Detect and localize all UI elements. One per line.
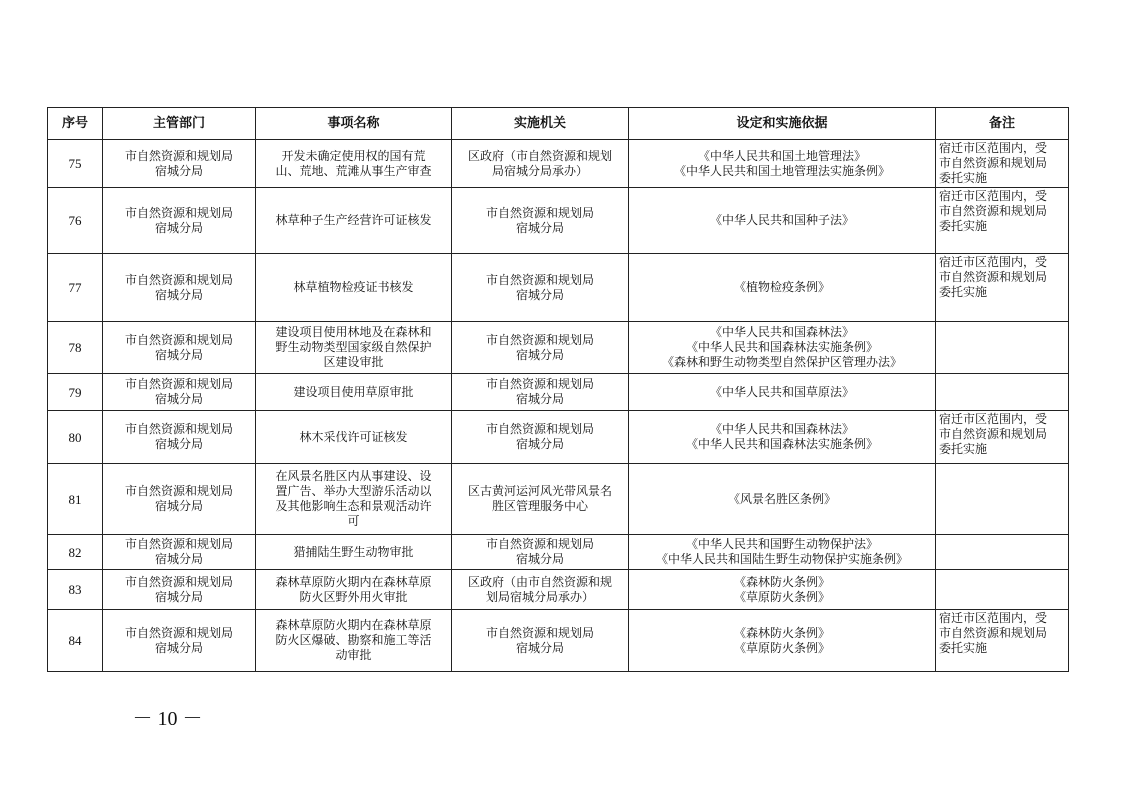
- table-row: [48, 322, 1069, 374]
- cell-item-name-line: 林草种子生产经营许可证核发: [275, 213, 432, 227]
- approval-items-table: [47, 107, 1069, 672]
- table-header-row: [48, 108, 1069, 140]
- cell-item-name-line: 置广告、举办大型游乐活动以: [275, 484, 432, 498]
- cell-remarks: [936, 535, 1069, 570]
- cell-department-line: 市自然资源和规划局: [124, 625, 233, 640]
- cell-implementing-agency: [452, 570, 629, 610]
- header-remarks: 备注: [936, 108, 1069, 140]
- cell-legal-basis: [629, 411, 936, 464]
- cell-remarks-line: 市自然资源和规划局: [939, 204, 1048, 218]
- cell-remarks-line: 宿迁市区范围内，受: [939, 255, 1048, 269]
- cell-department-line: 宿城分局: [154, 347, 203, 362]
- cell-item-name: [256, 254, 452, 322]
- cell-department: [103, 188, 256, 254]
- cell-remarks-line: 宿迁市区范围内，受: [939, 141, 1048, 155]
- cell-department-line: 市自然资源和规划局: [124, 205, 233, 220]
- cell-legal-basis-line: 《森林防火条例》: [733, 574, 830, 589]
- cell-department: [103, 374, 256, 411]
- cell-item-name-line: 建设项目使用林地及在森林和: [275, 325, 432, 339]
- cell-remarks-line: 宿迁市区范围内，受: [939, 189, 1048, 203]
- cell-legal-basis-line: 《中华人民共和国草原法》: [709, 384, 854, 399]
- cell-department-line: 宿城分局: [154, 220, 203, 235]
- cell-implementing-agency-line: 宿城分局: [515, 392, 564, 406]
- cell-implementing-agency: [452, 610, 629, 672]
- cell-remarks: [936, 140, 1069, 188]
- cell-serial-number: 81: [48, 464, 103, 535]
- cell-remarks-line: 委托实施: [939, 171, 988, 185]
- cell-remarks-line: 委托实施: [939, 285, 988, 299]
- cell-implementing-agency: [452, 464, 629, 535]
- cell-department-line: 市自然资源和规划局: [124, 574, 233, 589]
- table-row: [48, 411, 1069, 464]
- cell-item-name: [256, 610, 452, 672]
- cell-remarks: [936, 570, 1069, 610]
- cell-serial-number: 76: [48, 188, 103, 254]
- cell-implementing-agency-line: 市自然资源和规划局: [485, 625, 594, 640]
- table-row: [48, 254, 1069, 322]
- cell-implementing-agency-line: 市自然资源和规划局: [485, 537, 594, 551]
- cell-implementing-agency-line: 市自然资源和规划局: [485, 377, 594, 391]
- cell-item-name-line: 森林草原防火期内在森林草原: [275, 574, 432, 589]
- cell-remarks: [936, 464, 1069, 535]
- cell-serial-number: 83: [48, 570, 103, 610]
- cell-implementing-agency: [452, 411, 629, 464]
- cell-department: [103, 322, 256, 374]
- table-row: [48, 610, 1069, 672]
- table-row: [48, 570, 1069, 610]
- cell-item-name-line: 动审批: [335, 648, 372, 662]
- cell-item-name-line: 及其他影响生态和景观活动许: [275, 499, 432, 513]
- cell-item-name-line: 在风景名胜区内从事建设、设: [275, 469, 432, 483]
- header-item-name: 事项名称: [256, 108, 452, 140]
- cell-implementing-agency-line: 宿城分局: [515, 220, 564, 235]
- cell-implementing-agency-line: 宿城分局: [515, 552, 564, 566]
- cell-department: [103, 610, 256, 672]
- cell-item-name-line: 森林草原防火期内在森林草原: [275, 618, 432, 632]
- cell-remarks-line: 宿迁市区范围内，受: [939, 611, 1048, 625]
- cell-item-name-line: 防火区爆破、勘察和施工等活: [275, 633, 432, 647]
- cell-legal-basis: [629, 322, 936, 374]
- cell-department: [103, 535, 256, 570]
- cell-implementing-agency-line: 市自然资源和规划局: [485, 422, 594, 436]
- cell-serial-number: 79: [48, 374, 103, 411]
- cell-department: [103, 464, 256, 535]
- cell-item-name: [256, 411, 452, 464]
- cell-legal-basis-line: 《中华人民共和国陆生野生动物保护实施条例》: [655, 552, 908, 566]
- cell-implementing-agency-line: 宿城分局: [515, 347, 564, 362]
- cell-remarks-line: 宿迁市区范围内，受: [939, 412, 1048, 426]
- cell-implementing-agency: [452, 254, 629, 322]
- cell-legal-basis-line: 《中华人民共和国种子法》: [709, 213, 854, 227]
- cell-department-line: 市自然资源和规划局: [124, 484, 233, 498]
- cell-remarks-line: 委托实施: [939, 219, 988, 233]
- cell-implementing-agency: [452, 374, 629, 411]
- cell-serial-number: 77: [48, 254, 103, 322]
- cell-department-line: 市自然资源和规划局: [124, 377, 233, 391]
- cell-implementing-agency: [452, 535, 629, 570]
- cell-implementing-agency-line: 宿城分局: [515, 287, 564, 302]
- cell-department-line: 市自然资源和规划局: [124, 148, 233, 163]
- cell-legal-basis: [629, 535, 936, 570]
- cell-implementing-agency-line: 宿城分局: [515, 640, 564, 655]
- cell-legal-basis: [629, 610, 936, 672]
- cell-remarks: [936, 322, 1069, 374]
- cell-legal-basis-line: 《中华人民共和国土地管理法》: [697, 148, 866, 163]
- cell-serial-number: 78: [48, 322, 103, 374]
- cell-department-line: 宿城分局: [154, 552, 203, 566]
- cell-item-name-line: 林草植物检疫证书核发: [293, 280, 414, 294]
- cell-legal-basis-line: 《草原防火条例》: [733, 589, 830, 604]
- cell-item-name-line: 猎捕陆生野生动物审批: [293, 544, 414, 559]
- cell-implementing-agency-line: 局宿城分局承办）: [491, 163, 588, 178]
- cell-serial-number: 82: [48, 535, 103, 570]
- cell-remarks: [936, 374, 1069, 411]
- cell-item-name: [256, 570, 452, 610]
- cell-item-name: [256, 464, 452, 535]
- header-legal-basis: 设定和实施依据: [629, 108, 936, 140]
- cell-department: [103, 140, 256, 188]
- table-row: [48, 535, 1069, 570]
- cell-department-line: 宿城分局: [154, 640, 203, 655]
- cell-legal-basis: [629, 374, 936, 411]
- cell-item-name-line: 可: [347, 514, 360, 528]
- cell-item-name: [256, 374, 452, 411]
- cell-department: [103, 254, 256, 322]
- cell-remarks: [936, 254, 1069, 322]
- cell-serial-number: 84: [48, 610, 103, 672]
- cell-item-name-line: 建设项目使用草原审批: [293, 384, 414, 399]
- cell-legal-basis-line: 《植物检疫条例》: [733, 280, 830, 294]
- table-row: [48, 140, 1069, 188]
- cell-legal-basis-line: 《中华人民共和国森林法》: [709, 422, 854, 436]
- cell-item-name-line: 区建设审批: [323, 355, 384, 369]
- table-row: [48, 374, 1069, 411]
- cell-implementing-agency: [452, 140, 629, 188]
- cell-legal-basis-line: 《中华人民共和国野生动物保护法》: [685, 537, 878, 551]
- cell-legal-basis-line: 《中华人民共和国森林法实施条例》: [685, 340, 878, 354]
- cell-legal-basis: [629, 464, 936, 535]
- cell-item-name: [256, 188, 452, 254]
- cell-item-name: [256, 140, 452, 188]
- cell-remarks: [936, 610, 1069, 672]
- cell-remarks-line: 委托实施: [939, 641, 988, 655]
- cell-item-name-line: 山、荒地、荒滩从事生产审查: [275, 163, 432, 178]
- cell-item-name-line: 开发未确定使用权的国有荒: [281, 148, 426, 163]
- cell-department-line: 宿城分局: [154, 287, 203, 302]
- cell-department-line: 市自然资源和规划局: [124, 272, 233, 287]
- cell-remarks-line: 委托实施: [939, 442, 988, 456]
- cell-remarks-line: 市自然资源和规划局: [939, 270, 1048, 284]
- cell-legal-basis: [629, 140, 936, 188]
- cell-implementing-agency-line: 市自然资源和规划局: [485, 205, 594, 220]
- cell-item-name-line: 林木采伐许可证核发: [299, 429, 408, 444]
- cell-department: [103, 411, 256, 464]
- header-serial-number: 序号: [48, 108, 103, 140]
- cell-item-name-line: 防火区野外用火审批: [299, 589, 408, 604]
- cell-department-line: 宿城分局: [154, 499, 203, 513]
- cell-implementing-agency-line: 宿城分局: [515, 437, 564, 451]
- cell-remarks-line: 市自然资源和规划局: [939, 626, 1048, 640]
- cell-legal-basis-line: 《中华人民共和国土地管理法实施条例》: [673, 163, 890, 178]
- cell-implementing-agency-line: 市自然资源和规划局: [485, 272, 594, 287]
- cell-remarks: [936, 411, 1069, 464]
- cell-department-line: 宿城分局: [154, 163, 203, 178]
- table-body: [48, 140, 1069, 672]
- page-number: － 10 －: [132, 708, 203, 730]
- cell-legal-basis-line: 《森林和野生动物类型自然保护区管理办法》: [661, 355, 902, 369]
- cell-department-line: 宿城分局: [154, 589, 203, 604]
- cell-item-name: [256, 322, 452, 374]
- cell-remarks-line: 市自然资源和规划局: [939, 427, 1048, 441]
- cell-serial-number: 80: [48, 411, 103, 464]
- cell-implementing-agency: [452, 322, 629, 374]
- cell-implementing-agency-line: 区古黄河运河风光带风景名: [467, 484, 612, 498]
- cell-item-name-line: 野生动物类型国家级自然保护: [275, 340, 432, 354]
- cell-implementing-agency-line: 胜区管理服务中心: [491, 499, 588, 513]
- cell-legal-basis-line: 《草原防火条例》: [733, 640, 830, 655]
- header-department: 主管部门: [103, 108, 256, 140]
- cell-legal-basis-line: 《风景名胜区条例》: [727, 491, 836, 506]
- cell-department-line: 宿城分局: [154, 392, 203, 406]
- cell-legal-basis: [629, 254, 936, 322]
- cell-legal-basis: [629, 570, 936, 610]
- table-row: [48, 464, 1069, 535]
- cell-department-line: 市自然资源和规划局: [124, 422, 233, 436]
- header-implementing-agency: 实施机关: [452, 108, 629, 140]
- cell-implementing-agency-line: 划局宿城分局承办）: [485, 589, 594, 604]
- table-row: [48, 188, 1069, 254]
- cell-item-name: [256, 535, 452, 570]
- cell-remarks-line: 市自然资源和规划局: [939, 156, 1048, 170]
- cell-legal-basis-line: 《中华人民共和国森林法》: [709, 325, 854, 339]
- cell-implementing-agency-line: 区政府（由市自然资源和规: [467, 574, 612, 589]
- cell-implementing-agency: [452, 188, 629, 254]
- cell-implementing-agency-line: 区政府（市自然资源和规划: [467, 148, 612, 163]
- cell-legal-basis-line: 《中华人民共和国森林法实施条例》: [685, 437, 878, 451]
- cell-department-line: 市自然资源和规划局: [124, 332, 233, 347]
- cell-department-line: 宿城分局: [154, 437, 203, 451]
- cell-remarks: [936, 188, 1069, 254]
- cell-legal-basis: [629, 188, 936, 254]
- cell-department-line: 市自然资源和规划局: [124, 537, 233, 551]
- cell-implementing-agency-line: 市自然资源和规划局: [485, 332, 594, 347]
- cell-department: [103, 570, 256, 610]
- cell-legal-basis-line: 《森林防火条例》: [733, 625, 830, 640]
- cell-serial-number: 75: [48, 140, 103, 188]
